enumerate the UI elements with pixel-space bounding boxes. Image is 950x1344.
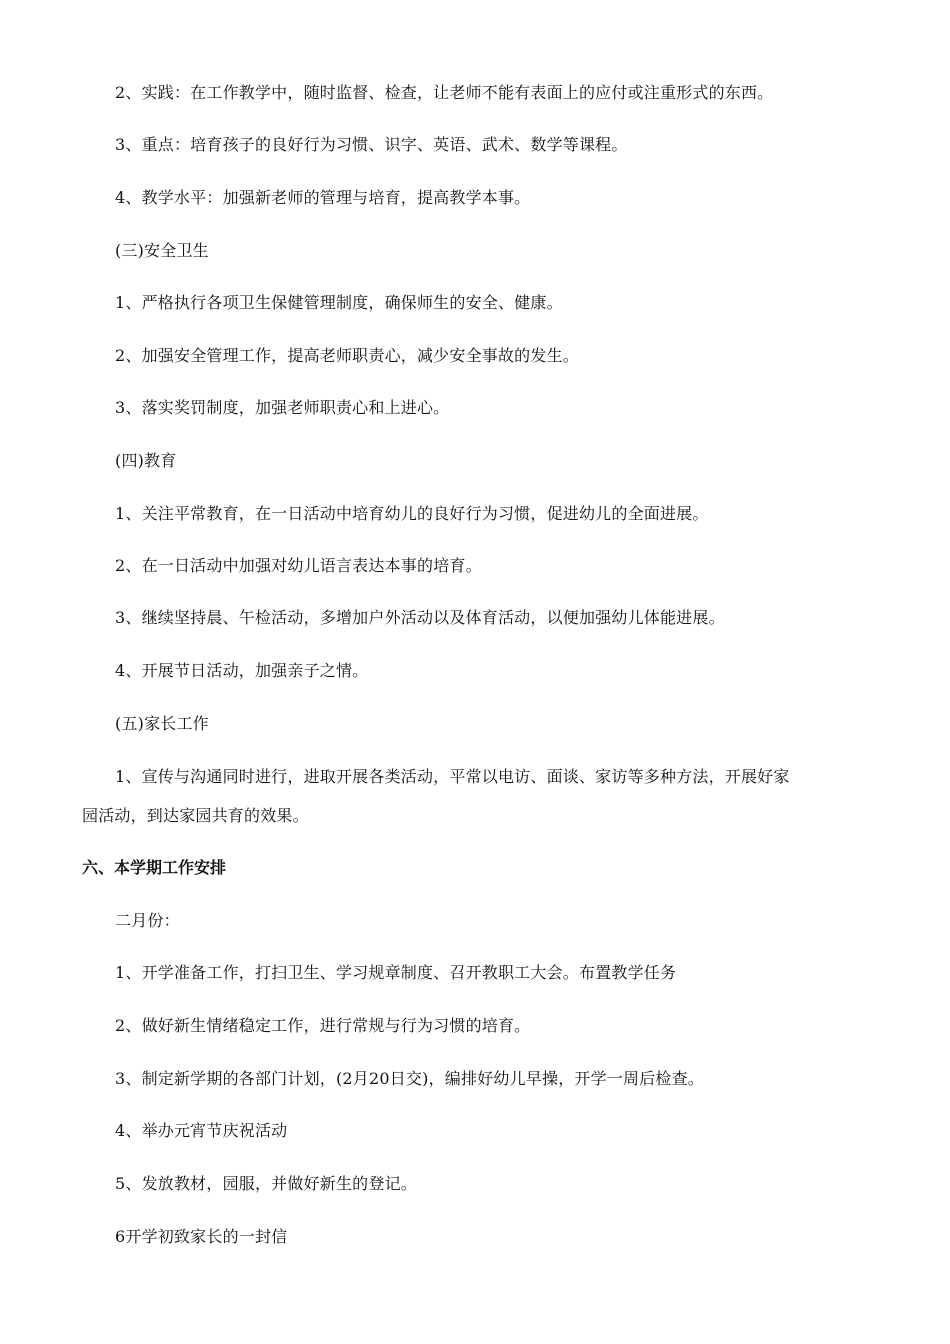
- item-focus: 3、重点：培育孩子的良好行为习惯、识字、英语、武术、数学等课程。: [115, 135, 628, 154]
- education-item-2: 2、在一日活动中加强对幼儿语言表达本事的培育。: [115, 556, 482, 575]
- section-heading-semester-plan: 六、本学期工作安排: [82, 858, 227, 877]
- february-item-3: 3、制定新学期的各部门计划，(2月20日交)，编排好幼儿早操，开学一周后检查。: [115, 1069, 705, 1088]
- education-item-3: 3、继续坚持晨、午检活动，多增加户外活动以及体育活动，以便加强幼儿体能进展。: [115, 608, 725, 627]
- section-parents-title: (五)家长工作: [115, 714, 209, 733]
- safety-item-2: 2、加强安全管理工作，提高老师职责心，减少安全事故的发生。: [115, 346, 579, 365]
- parents-item-1-line-2: 园活动，到达家园共育的效果。: [82, 806, 309, 825]
- section-education-title: (四)教育: [115, 451, 177, 470]
- february-item-4: 4、举办元宵节庆祝活动: [115, 1121, 288, 1140]
- section-safety-title: (三)安全卫生: [115, 241, 209, 260]
- safety-item-1: 1、严格执行各项卫生保健管理制度，确保师生的安全、健康。: [115, 293, 563, 312]
- safety-item-3: 3、落实奖罚制度，加强老师职责心和上进心。: [115, 398, 450, 417]
- item-practice: 2、实践：在工作教学中，随时监督、检查，让老师不能有表面上的应付或注重形式的东西。: [115, 83, 774, 102]
- month-label-february: 二月份：: [115, 911, 180, 930]
- february-item-2: 2、做好新生情绪稳定工作，进行常规与行为习惯的培育。: [115, 1016, 531, 1035]
- education-item-1: 1、关注平常教育，在一日活动中培育幼儿的良好行为习惯，促进幼儿的全面进展。: [115, 504, 709, 523]
- february-item-1: 1、开学准备工作，打扫卫生、学习规章制度、召开教职工大会。布置教学任务: [115, 963, 677, 982]
- education-item-4: 4、开展节日活动，加强亲子之情。: [115, 661, 369, 680]
- parents-item-1-line-1: 1、宣传与沟通同时进行，进取开展各类活动，平常以电访、面谈、家访等多种方法，开展好家: [115, 767, 790, 786]
- item-teaching-level: 4、教学水平：加强新老师的管理与培育，提高教学本事。: [115, 188, 531, 207]
- february-item-6: 6开学初致家长的一封信: [115, 1227, 288, 1246]
- february-item-5: 5、发放教材，园服，并做好新生的登记。: [115, 1174, 417, 1193]
